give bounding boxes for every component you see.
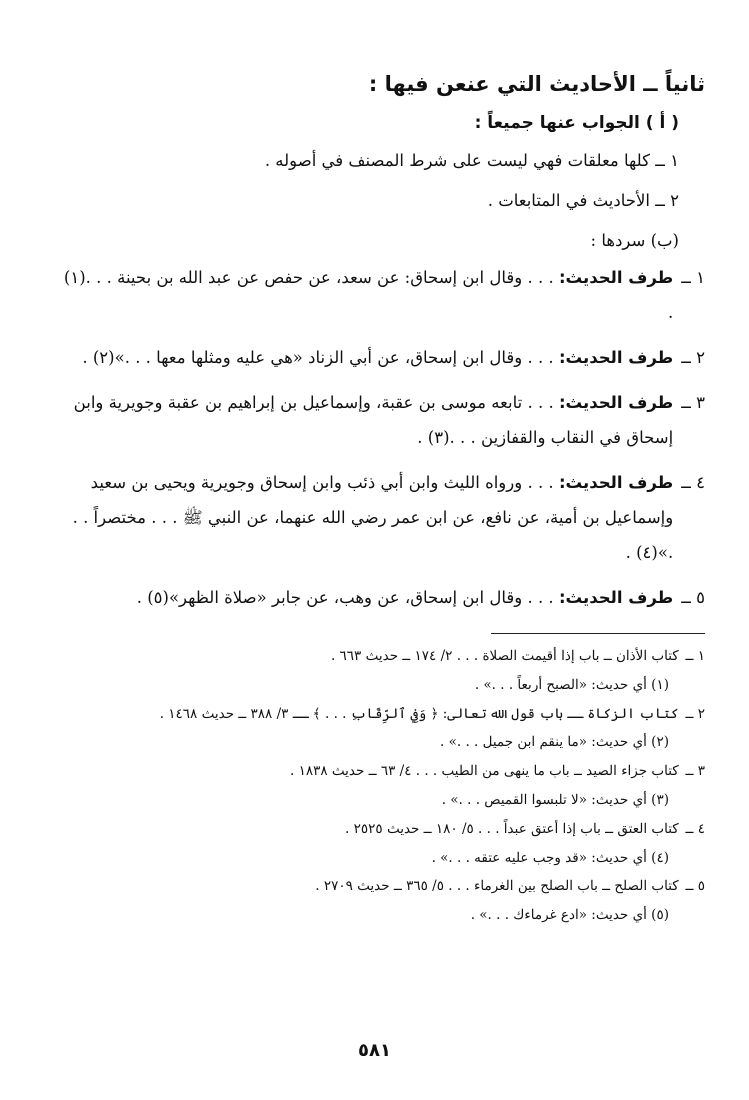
narration-number: ٢ ــ: [681, 348, 705, 367]
page-number: ٥٨١: [358, 1040, 391, 1061]
narration-text: . . . وقال ابن إسحاق، عن أبي الزناد «هي عليه ومثلها معها . . .»(٢) .: [82, 348, 559, 367]
narration-text: . . . ورواه الليث وابن أبي ذئب وابن إسحاق وجويرية ويحيى بن سعيد وإسماعيل بن أمية، عن نافع، عن ابن عمر رضي الله عنهما، عن النبي ﷺ . . . مختصراً . . .»(٤) .: [72, 473, 674, 562]
narration-item: [58, 580, 705, 615]
footnote-text: كتاب الصلح ــ باب الصلح بين الغرماء . . . ٥/ ٣٦٥ ــ حديث ٢٧٠٩ .: [315, 878, 679, 895]
narration-item: [58, 340, 705, 375]
narration-text: . . . وقال ابن إسحاق، عن وهب، عن جابر «صلاة الظهر»(٥) .: [136, 588, 559, 607]
narration-text: . . . وقال ابن إسحاق: عن سعد، عن حفص عن عبد الله بن بحينة . . .(١) .: [63, 268, 674, 322]
footnote-text: كتاب جزاء الصيد ــ باب ما ينهى من الطيب . . . ٤/ ٦٣ ــ حديث ١٨٣٨ .: [290, 763, 679, 780]
footnote-text: كتاب الأذان ــ باب إذا أقيمت الصلاة . . . ٢/ ١٧٤ ــ حديث ٦٦٣ .: [330, 648, 679, 664]
narration-item: [58, 465, 705, 570]
narration-number: ٥ ــ: [681, 588, 705, 607]
footnote-subnote: (٣) أي حديث: «لا تلبسوا القميص . . .» .: [441, 791, 669, 808]
footnote-entry: [58, 700, 705, 729]
footnote-entry: [58, 642, 705, 671]
narration-item: [58, 385, 705, 455]
narration-number: ٣ ــ: [681, 393, 705, 412]
footnote-entry: [58, 757, 705, 786]
narration-number: ١ ــ: [681, 268, 705, 287]
narration-text: . . . تابعه موسى بن عقبة، وإسماعيل بن إبراهيم بن عقبة وجويرية وابن إسحاق في النقاب والقفازين . . .(٣) .: [73, 393, 674, 447]
narration-item: [58, 260, 705, 330]
narration-lead: طرف الحديث:: [558, 268, 674, 287]
footnote-number: ٤ ــ: [685, 820, 705, 837]
narration-lead: طرف الحديث:: [558, 588, 674, 607]
section-a-item: ١ ــ كلها معلقات فهي ليست على شرط المصنف في أصوله .: [264, 151, 679, 170]
section-a-item: ٢ ــ الأحاديث في المتابعات .: [487, 191, 679, 210]
footnote-entry: [58, 815, 705, 844]
footnote-number: ٣ ــ: [685, 763, 705, 780]
section-heading: ثانياً ــ الأحاديث التي عنعن فيها :: [368, 72, 705, 96]
footnote-subnote: (٥) أي حديث: «ادع غرماءك . . .» .: [470, 907, 669, 924]
section-b-label: (ب) سردها :: [590, 231, 679, 250]
section-a-label: ( أ ) الجواب عنها جميعاً :: [474, 113, 679, 133]
footnote-number: ٢ ــ: [685, 705, 705, 722]
footnote-number: ٥ ــ: [685, 878, 705, 895]
narration-lead: طرف الحديث:: [558, 348, 674, 367]
page-body: [58, 66, 705, 930]
footnote-subnote: (٤) أي حديث: «قد وجب عليه عتقه . . .» .: [431, 849, 669, 866]
footnote-text: كتاب العتق ــ باب إذا أعتق عبداً . . . ٥/ ١٨٠ ــ حديث ٢٥٢٥ .: [345, 820, 679, 837]
footnote-subnote: (١) أي حديث: «الصبح أربعاً . . .» .: [474, 676, 669, 693]
footnote-number: ١ ــ: [685, 648, 705, 664]
footnote-text: كتاب الزكاة ــ باب قول الله تعالى: ﴿ وَفِي ٱلرِّقَابِ . . . ﴾ ــ ٣/ ٣٨٨ ــ حديث ١٤٦٨ .: [159, 705, 679, 722]
footnote-divider: [491, 633, 705, 634]
footnote-entry: [58, 872, 705, 901]
footnote-subnote: (٢) أي حديث: «ما ينقم ابن جميل . . .» .: [440, 734, 669, 751]
narration-number: ٤ ــ: [681, 473, 705, 492]
narration-lead: طرف الحديث:: [558, 473, 674, 492]
narration-lead: طرف الحديث:: [558, 393, 674, 412]
